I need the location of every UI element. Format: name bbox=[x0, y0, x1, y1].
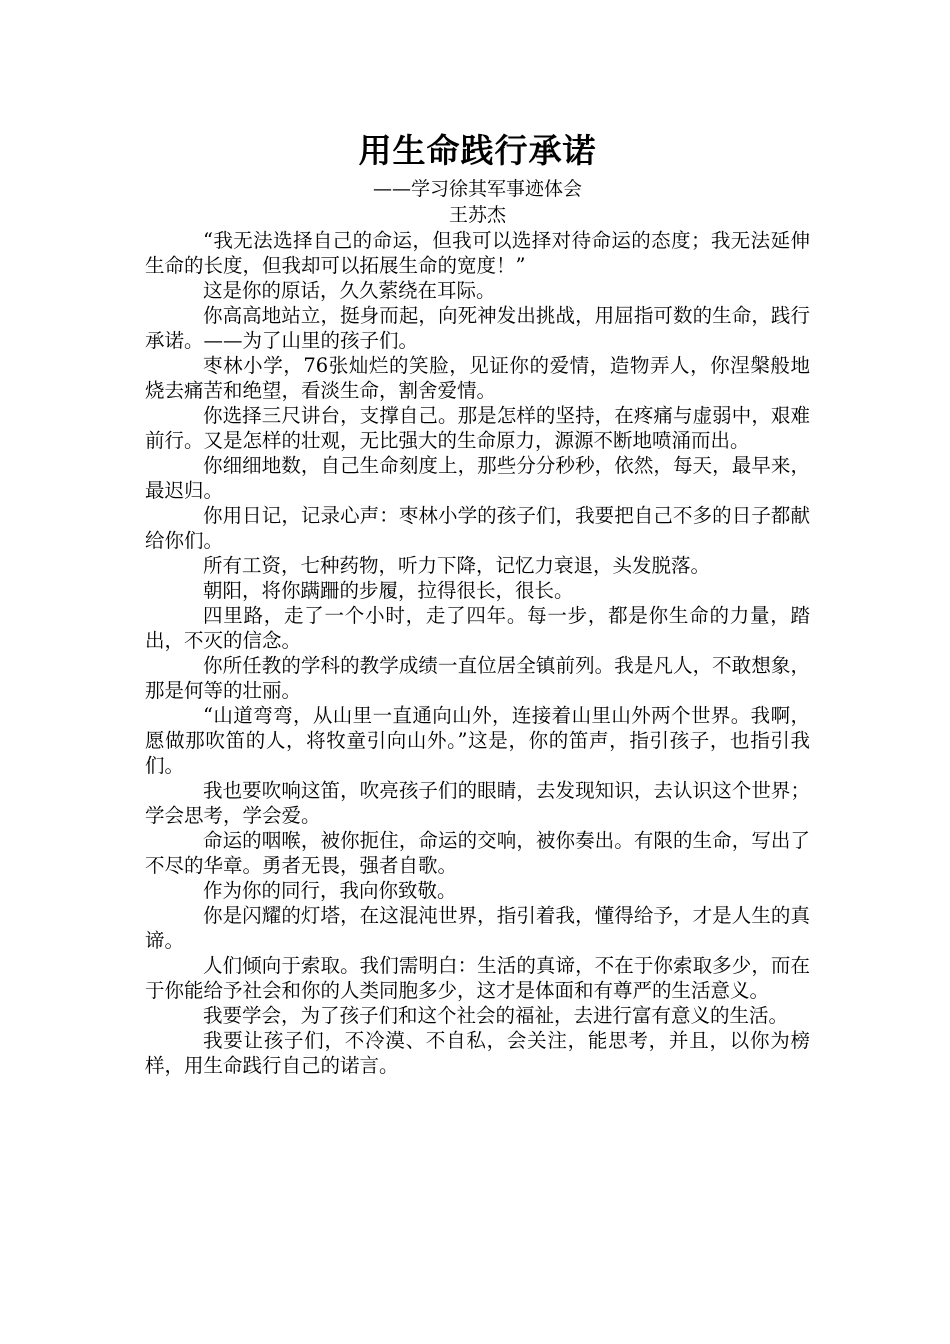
paragraph: 四里路，走了一个小时，走了四年。每一步，都是你生命的力量，踏出，不灭的信念。 bbox=[145, 604, 810, 652]
paragraph: 你细细地数，自己生命刻度上，那些分分秒秒，依然，每天，最早来，最迟归。 bbox=[145, 454, 810, 502]
paragraph: 命运的咽喉，被你扼住，命运的交响，被你奏出。有限的生命，写出了不尽的华章。勇者无畏，强者自歌。 bbox=[145, 829, 810, 877]
paragraph: 作为你的同行，我向你致敬。 bbox=[203, 879, 457, 902]
paragraph: 枣林小学，76张灿烂的笑脸，见证你的爱情，造物弄人，你涅槃般地烧去痛苦和绝望，看淡生命，割舍爱情。 bbox=[145, 354, 810, 402]
paragraph: 你用日记，记录心声：枣林小学的孩子们，我要把自己不多的日子都献给你们。 bbox=[145, 504, 810, 552]
paragraph: 我也要吹响这笛，吹亮孩子们的眼睛，去发现知识，去认识这个世界；学会思考，学会爱。 bbox=[145, 779, 810, 827]
document-subtitle: ——学习徐其军事迹体会 bbox=[372, 178, 582, 200]
document-body bbox=[145, 228, 810, 1078]
paragraph: “我无法选择自己的命运，但我可以选择对待命运的态度；我无法延伸生命的长度，但我却可以拓展生命的宽度！” bbox=[145, 229, 810, 277]
paragraph: 你高高地站立，挺身而起，向死神发出挑战，用屈指可数的生命，践行承诺。——为了山里的孩子们。 bbox=[145, 304, 810, 352]
paragraph: 所有工资，七种药物，听力下降，记忆力衰退，头发脱落。 bbox=[203, 554, 711, 577]
paragraph: 朝阳，将你蹒跚的步履，拉得很长，很长。 bbox=[203, 579, 574, 602]
paragraph: 人们倾向于索取。我们需明白：生活的真谛，不在于你索取多少，而在于你能给予社会和你的人类同胞多少，这才是体面和有尊严的生活意义。 bbox=[145, 954, 810, 1002]
paragraph: 我要让孩子们，不冷漠、不自私，会关注，能思考，并且，以你为榜样，用生命践行自己的诺言。 bbox=[145, 1029, 810, 1077]
document-author: 王苏杰 bbox=[448, 204, 506, 226]
paragraph: 我要学会，为了孩子们和这个社会的福祉，去进行富有意义的生活。 bbox=[203, 1004, 789, 1027]
paragraph: 这是你的原话，久久萦绕在耳际。 bbox=[203, 279, 496, 302]
document-page bbox=[145, 126, 810, 1078]
paragraph: “山道弯弯，从山里一直通向山外，连接着山里山外两个世界。我啊，愿做那吹笛的人，将牧童引向山外。”这是，你的笛声，指引孩子，也指引我们。 bbox=[145, 704, 810, 777]
paragraph: 你选择三尺讲台，支撑自己。那是怎样的坚持，在疼痛与虚弱中，艰难前行。又是怎样的壮观，无比强大的生命原力，源源不断地喷涌而出。 bbox=[145, 404, 810, 452]
paragraph: 你是闪耀的灯塔，在这混沌世界，指引着我，懂得给予，才是人生的真谛。 bbox=[145, 904, 810, 952]
document-title: 用生命践行承诺 bbox=[358, 131, 597, 170]
paragraph: 你所任教的学科的教学成绩一直位居全镇前列。我是凡人，不敢想象，那是何等的壮丽。 bbox=[145, 654, 810, 702]
